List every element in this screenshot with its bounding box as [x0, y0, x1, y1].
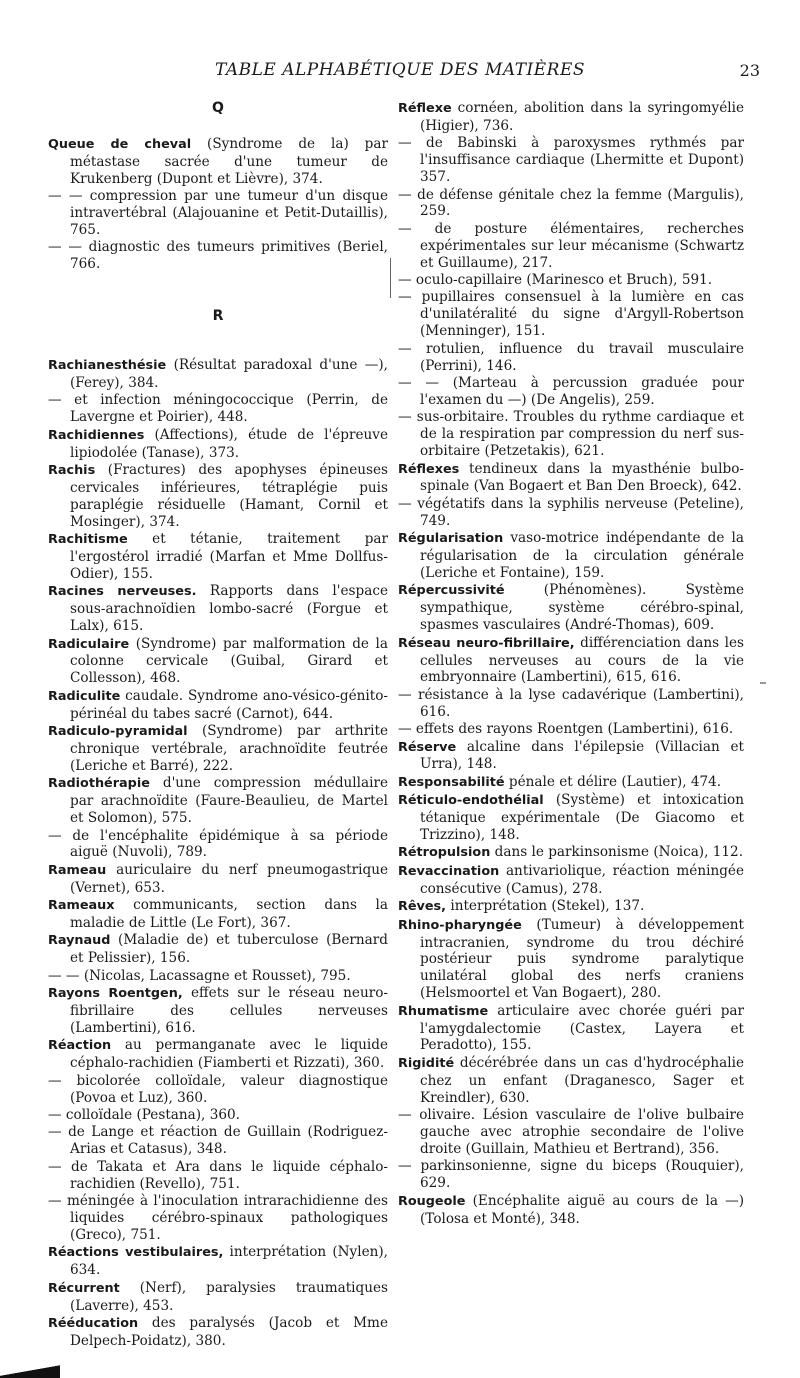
index-entry [398, 187, 744, 221]
index-entry [48, 636, 388, 688]
index-entry [48, 1159, 388, 1193]
index-entry [48, 1280, 388, 1315]
entry-text: antivariolique, réaction méningée consécutive (Camus), 278. [420, 862, 744, 897]
entry-text: tendineux dans la myasthénie bulbo-spinale (Van Bogaert et Ban Den Broeck), 642. [420, 460, 744, 495]
index-entry [398, 1055, 744, 1107]
entry-text: — de Takata et Ara dans le liquide céphalo-rachidien (Revello), 751. [48, 1158, 388, 1192]
entry-text: — de posture élémentaires, recherches expérimentales sur leur mécanisme (Schwartz et Guillaume), 217. [398, 220, 744, 271]
index-entry [48, 968, 388, 985]
index-entry [48, 392, 388, 426]
entry-headword: Radiculo-pyramidal [48, 724, 188, 740]
entry-text: — bicolorée colloïdale, valeur diagnostique (Povoa et Luz), 360. [48, 1072, 388, 1106]
entry-text: d'une compression médullaire par arachnoïdite (Faure-Beaulieu, de Martel et Solomon), 575. [70, 775, 388, 827]
index-entry [398, 100, 744, 135]
entry-headword: Rachitisme [48, 532, 128, 548]
index-entry [398, 461, 744, 496]
entry-headword: Réaction [48, 1038, 112, 1054]
right-column [398, 100, 744, 1228]
index-entry [48, 723, 388, 775]
entry-headword: Rayons Roentgen, [48, 986, 183, 1002]
entry-headword: Rhino-pharyngée [398, 917, 522, 933]
margin-mark [760, 682, 766, 684]
index-entry [398, 221, 744, 272]
index-entry [48, 828, 388, 862]
entry-text: communicants, section dans la maladie de Little (Le Fort), 367. [70, 897, 388, 932]
entry-headword: Raynaud [48, 933, 111, 949]
index-entry [398, 289, 744, 340]
entry-text: — sus-orbitaire. Troubles du rythme cardiaque et de la respiration par compression du nerf sus-orbitaire (Petzetakis), 621. [398, 409, 744, 460]
entry-text: — pupillaires consensuel à la lumière en cas d'unilatéralité du signe d'Argyll-Robertson (Menninger), 151. [398, 289, 744, 340]
entry-headword: Revaccination [398, 863, 500, 879]
left-column [48, 100, 388, 1350]
entry-text: différenciation dans les cellules nerveuses au cours de la vie embryonnaire (Lambertini), 615, 616. [420, 634, 745, 686]
index-entry [398, 917, 744, 1003]
entry-headword: Rééducation [48, 1315, 139, 1331]
entry-text: (Syndrome de la) par métastase sacrée d'une tumeur de Krukenberg (Dupont et Lièvre), 374. [70, 135, 388, 187]
entry-headword: Réserve [398, 739, 457, 755]
index-entry [48, 1315, 388, 1350]
entry-text: — de l'encéphalite épidémique à sa période aiguë (Nuvoli), 789. [48, 827, 388, 861]
index-entry [398, 1003, 744, 1055]
index-entry [398, 774, 744, 792]
entry-headword: Réactions vestibulaires, [48, 1245, 224, 1261]
index-entry [48, 897, 388, 932]
entry-headword: Racines nerveuses. [48, 584, 197, 600]
entry-headword: Rigidité [398, 1055, 455, 1071]
entry-text: — effets des rayons Roentgen (Lambertini), 616. [398, 721, 734, 738]
entry-text: (Affections), étude de l'épreuve lipiodolée (Tanase), 373. [70, 426, 388, 461]
running-title: TABLE ALPHABÉTIQUE DES MATIÈRES [214, 60, 586, 80]
index-entry [398, 1193, 744, 1228]
index-entry [398, 341, 744, 375]
entry-text: (Résultat paradoxal d'une —), (Ferey), 384. [70, 357, 388, 391]
entry-text: (Tumeur) à développement intracranien, syndrome du trou déchiré postérieur puis syndrome paralytique unilatéral global des nerfs craniens (Helsmoortel et Van Bogaert), 280. [420, 916, 744, 1002]
index-entry [48, 1037, 388, 1072]
entry-headword: Réseau neuro-fibrillaire, [398, 635, 575, 651]
index-entry [48, 775, 388, 827]
entry-text: (Syndrome) par malformation de la colonne cervicale (Guibal, Girard et Collesson), 468. [70, 635, 388, 687]
entry-headword: Rameaux [48, 898, 115, 914]
entry-headword: Récurrent [48, 1280, 120, 1296]
index-entry [48, 985, 388, 1037]
entry-text: alcaline dans l'épilepsie (Villacian et Urra), 148. [420, 738, 744, 773]
entry-text: interprétation (Nylen), 634. [70, 1244, 388, 1279]
index-entry [398, 496, 744, 530]
entry-text: (Phénomènes). Système sympathique, système cérébro-spinal, spasmes vasculaires (André-Thomas), 609. [420, 582, 744, 634]
entry-text: effets sur le réseau neuro-fibrillaire des cellules nerveuses (Lambertini), 616. [70, 985, 388, 1036]
entry-text: (Maladie de) et tuberculose (Bernard et Pelissier), 156. [70, 932, 388, 967]
index-entry [48, 688, 388, 723]
entry-text: (Nerf), paralysies traumatiques (Laverre), 453. [70, 1279, 388, 1314]
entry-text: articulaire avec chorée guéri par l'amygdalectomie (Castex, Layera et Peradotto), 155. [420, 1002, 744, 1054]
index-entry [398, 898, 744, 916]
entry-text: pénale et délire (Lautier), 474. [504, 773, 722, 790]
index-entry [398, 272, 744, 289]
page-number: 23 [739, 61, 760, 80]
entry-text: (Fractures) des apophyses épineuses cervicales inférieures, tétraplégie puis paraplégie résiduelle (Hamant, Cornil et Mosinger), 374. [70, 462, 388, 530]
entry-text: auriculaire du nerf pneumogastrique (Vernet), 653. [70, 861, 388, 896]
index-entry [398, 1107, 744, 1158]
entry-headword: Rameau [48, 862, 107, 878]
index-entry [398, 721, 744, 738]
entry-text: — méningée à l'inoculation intrarachidienne des liquides cérébro-spinaux pathologiques (Greco), 751. [48, 1193, 388, 1243]
entry-headword: Queue de cheval [48, 136, 192, 152]
entry-headword: Rachis [48, 463, 96, 478]
index-entry [48, 1244, 388, 1279]
entry-text: — rotulien, influence du travail musculaire (Perrini), 146. [398, 340, 744, 374]
entry-headword: Responsabilité [398, 774, 505, 790]
index-entry [48, 427, 388, 462]
entry-headword: Rhumatisme [398, 1003, 489, 1019]
entry-text: vaso-motrice indépendante de la régularisation de la circulation générale (Leriche et Fontaine), 159. [420, 530, 744, 581]
index-entry [48, 462, 388, 531]
entry-text: (Système) et intoxication tétanique expérimentale (De Giacomo et Trizzino), 148. [420, 792, 744, 844]
index-entry [398, 409, 744, 460]
index-entry [48, 932, 388, 967]
index-entry [48, 531, 388, 583]
entry-headword: Réflexe [398, 101, 452, 116]
entry-text: — résistance à la lyse cadavérique (Lambertini), 616. [398, 686, 744, 720]
entry-headword: Répercussivité [398, 583, 505, 599]
entry-text: — — compression par une tumeur d'un disque intravertébral (Alajouanine et Petit-Dutaillis), 765. [48, 188, 388, 238]
index-entry [398, 844, 744, 862]
entry-text: (Encéphalite aiguë au cours de la —) (Tolosa et Monté), 348. [420, 1192, 744, 1227]
entry-headword: Rachianesthésie [48, 358, 167, 374]
entry-headword: Réflexes [398, 461, 460, 477]
index-entry [398, 863, 744, 898]
entry-text: Rapports dans l'espace sous-arachnoïdien lombo-sacré (Forgue et Lalx), 615. [70, 583, 388, 635]
index-entry [398, 530, 744, 582]
index-entry [398, 635, 744, 687]
entry-text: et tétanie, traitement par l'ergostérol irradié (Marfan et Mme Dollfus-Odier), 155. [70, 531, 388, 582]
index-entry [398, 739, 744, 774]
index-entry [48, 1073, 388, 1107]
entry-text: interprétation (Stekel), 137. [446, 898, 645, 915]
entry-text: décérébrée dans un cas d'hydrocéphalie chez un enfant (Draganesco, Sager et Kreindler), 630. [420, 1054, 744, 1106]
index-entry [398, 687, 744, 721]
entry-text: — parkinsonienne, signe du biceps (Rouquier), 629. [398, 1158, 744, 1192]
entry-text: — oculo-capillaire (Marinesco et Bruch), 591. [398, 272, 713, 289]
entry-text: — de défense génitale chez la femme (Margulis), 259. [398, 186, 744, 220]
entry-text: dans le parkinsonisme (Noica), 112. [490, 844, 744, 861]
index-entry [398, 1158, 744, 1192]
index-entry [48, 1124, 388, 1158]
entry-text: — — diagnostic des tumeurs primitives (Beriel, 766. [48, 239, 388, 273]
entry-headword: Réticulo-endothélial [398, 793, 544, 809]
entry-headword: Rachidiennes [48, 427, 145, 443]
index-entry [398, 792, 744, 844]
section-letter-q: Q [212, 100, 224, 116]
right-column-entries [398, 100, 744, 1227]
index-entry [48, 862, 388, 897]
entry-headword: Rétropulsion [398, 845, 491, 861]
index-entry [48, 239, 388, 273]
entry-text: — — (Marteau à percussion graduée pour l'examen du —) (De Angelis), 259. [398, 375, 744, 408]
entry-text: — végétatifs dans la syphilis nerveuse (Peteline), 749. [398, 495, 744, 529]
entry-headword: Régularisation [398, 531, 504, 547]
entry-text: (Syndrome) par arthrite chronique vertébrale, arachnoïdite feutrée (Leriche et Barré), 222. [70, 723, 388, 774]
section-r-entries [48, 357, 388, 1350]
entry-text: cornéen, abolition dans la syringomyélie (Higier), 736. [420, 100, 744, 134]
entry-text: — de Lange et réaction de Guillain (Rodriguez-Arias et Catasus), 348. [48, 1124, 388, 1158]
entry-headword: Rougeole [398, 1193, 466, 1209]
entry-text: au permanganate avec le liquide céphalo-rachidien (Fiamberti et Rizzati), 360. [70, 1037, 388, 1072]
page-header [40, 60, 760, 84]
entry-text: — de Babinski à paroxysmes rythmés par l'insuffisance cardiaque (Lhermitte et Dupont) 357. [398, 135, 744, 186]
section-letter-r: R [212, 308, 224, 325]
index-entry [398, 135, 744, 186]
index-entry [48, 583, 388, 635]
entry-text: des paralysés (Jacob et Mme Delpech-Poidatz), 380. [70, 1314, 388, 1349]
index-entry [48, 136, 388, 188]
column-divider [390, 258, 391, 298]
index-entry [398, 582, 744, 634]
entry-text: — colloïdale (Pestana), 360. [48, 1107, 240, 1124]
entry-text: — — (Nicolas, Lacassagne et Rousset), 795. [48, 967, 351, 984]
entry-headword: Radiothérapie [48, 776, 150, 792]
entry-headword: Radiculaire [48, 636, 130, 652]
entry-headword: Rêves, [398, 899, 447, 915]
section-q-entries [48, 136, 388, 273]
index-entry [398, 375, 744, 409]
index-entry [48, 188, 388, 239]
entry-text: — olivaire. Lésion vasculaire de l'olive bulbaire gauche avec atrophie secondaire de l'olive droite (Guillain, Mathieu et Bertrand), 356. [398, 1107, 744, 1157]
scan-edge-mark [0, 1360, 60, 1378]
entry-text: caudale. Syndrome ano-vésico-génito-périnéal du tabes sacré (Carnot), 644. [70, 687, 388, 722]
index-entry [48, 1193, 388, 1244]
index-entry [48, 1107, 388, 1124]
entry-headword: Radiculite [48, 688, 121, 704]
entry-text: — et infection méningococcique (Perrin, de Lavergne et Poirier), 448. [48, 392, 388, 426]
index-entry [48, 357, 388, 392]
